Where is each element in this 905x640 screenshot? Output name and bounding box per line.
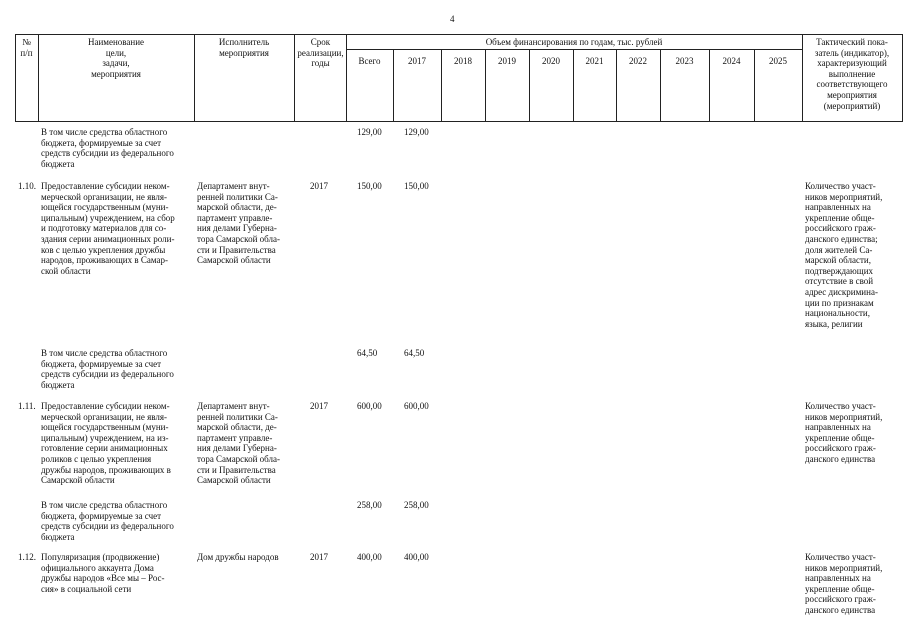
header-total: Всего: [358, 56, 381, 66]
row-term: 2017: [310, 552, 328, 562]
row-term: 2017: [310, 401, 328, 411]
row-name: Предоставление субсидии неком- мерческой организации, не явля- ющейся государственным (муни- ципальным) учреждением, на из- готовление серии анимационных роликов с целью укрепления дружбы народов, проживающих в Самарской области: [41, 401, 171, 486]
row-total: 400,00: [357, 552, 382, 562]
header-year-2023: 2023: [675, 56, 694, 66]
row-2017: 258,00: [404, 500, 429, 510]
header-year-2022: 2022: [629, 56, 647, 66]
row-number: 1.11.: [18, 401, 36, 411]
header-top-border: [15, 34, 903, 35]
row-2017: 400,00: [404, 552, 429, 562]
header-year-2018: 2018: [454, 56, 472, 66]
header-name: Наименование цели, задачи, мероприятия: [87, 37, 145, 79]
header-year-2019: 2019: [498, 56, 516, 66]
row-name: В том числе средства областного бюджета, формируемые за счет средств субсидии из федерального бюджета: [41, 127, 174, 169]
header-vline: [902, 34, 903, 122]
funding-subheader-border: [346, 49, 802, 50]
header-indicator: Тактический пока- затель (индикатор), характеризующий выполнение соответствующего мероприятия (мероприятий): [814, 37, 890, 111]
row-executor: Департамент внут- ренней политики Са- марской области, де- партамент управле- ния делами Губерна- тора Самарской обла- сти и Правительства Самарской области: [197, 181, 280, 266]
row-name: Популяризация (продвижение) официального аккаунта Дома дружбы народов «Все мы – Рос- сия» в социальной сети: [41, 552, 165, 594]
header-year-2025: 2025: [769, 56, 787, 66]
row-2017: 129,00: [404, 127, 429, 137]
row-total: 129,00: [357, 127, 382, 137]
header-year-2017: 2017: [408, 56, 426, 66]
page-number: 4: [450, 14, 455, 24]
row-total: 600,00: [357, 401, 382, 411]
row-term: 2017: [310, 181, 328, 191]
row-2017: 150,00: [404, 181, 429, 191]
row-executor: Департамент внут- ренней политики Са- марской области, де- партамент управле- ния делами Губерна- тора Самарской обла- сти и Правительства Самарской области: [197, 401, 280, 486]
row-indicator: Количество участ- ников мероприятий, направленных на укрепление обще- российского граж- данского единства; доля жителей Са- марской области, подтверждающих отсутствие в свой адрес дискримина- ции по признакам национальности, языка, религии: [805, 181, 883, 329]
header-year-2024: 2024: [722, 56, 741, 66]
header-funding: Объем финансирования по годам, тыс. рублей: [485, 37, 663, 47]
row-number: 1.12.: [18, 552, 36, 562]
row-total: 64,50: [357, 348, 378, 358]
row-executor: Дом дружбы народов: [197, 552, 279, 562]
header-num: № п/п: [20, 37, 33, 58]
header-year-2020: 2020: [542, 56, 560, 66]
row-indicator: Количество участ- ников мероприятий, направленных на укрепление обще- российского граж- данского единства: [805, 401, 883, 464]
row-indicator: Количество участ- ников мероприятий, направленных на укрепление обще- российского граж- данского единства: [805, 552, 883, 615]
header-executor: Исполнитель мероприятия: [218, 37, 270, 58]
row-name: В том числе средства областного бюджета, формируемые за счет средств субсидии из федерального бюджета: [41, 348, 174, 390]
header-term: Срок реализации, годы: [297, 37, 344, 69]
header-bottom-border: [15, 121, 903, 122]
row-number: 1.10.: [18, 181, 36, 191]
row-2017: 64,50: [404, 348, 425, 358]
row-total: 150,00: [357, 181, 382, 191]
row-name: Предоставление субсидии неком- мерческой организации, не явля- ющейся государственным (муни- ципальным) учреждением, на сбор и подготовку материалов для со- здания серии анимационных роли- ков с целью укрепления дружбы народов, проживающих в Самар- ской области: [41, 181, 175, 276]
row-name: В том числе средства областного бюджета, формируемые за счет средств субсидии из федерального бюджета: [41, 500, 174, 542]
header-year-2021: 2021: [585, 56, 604, 66]
row-2017: 600,00: [404, 401, 429, 411]
row-total: 258,00: [357, 500, 382, 510]
